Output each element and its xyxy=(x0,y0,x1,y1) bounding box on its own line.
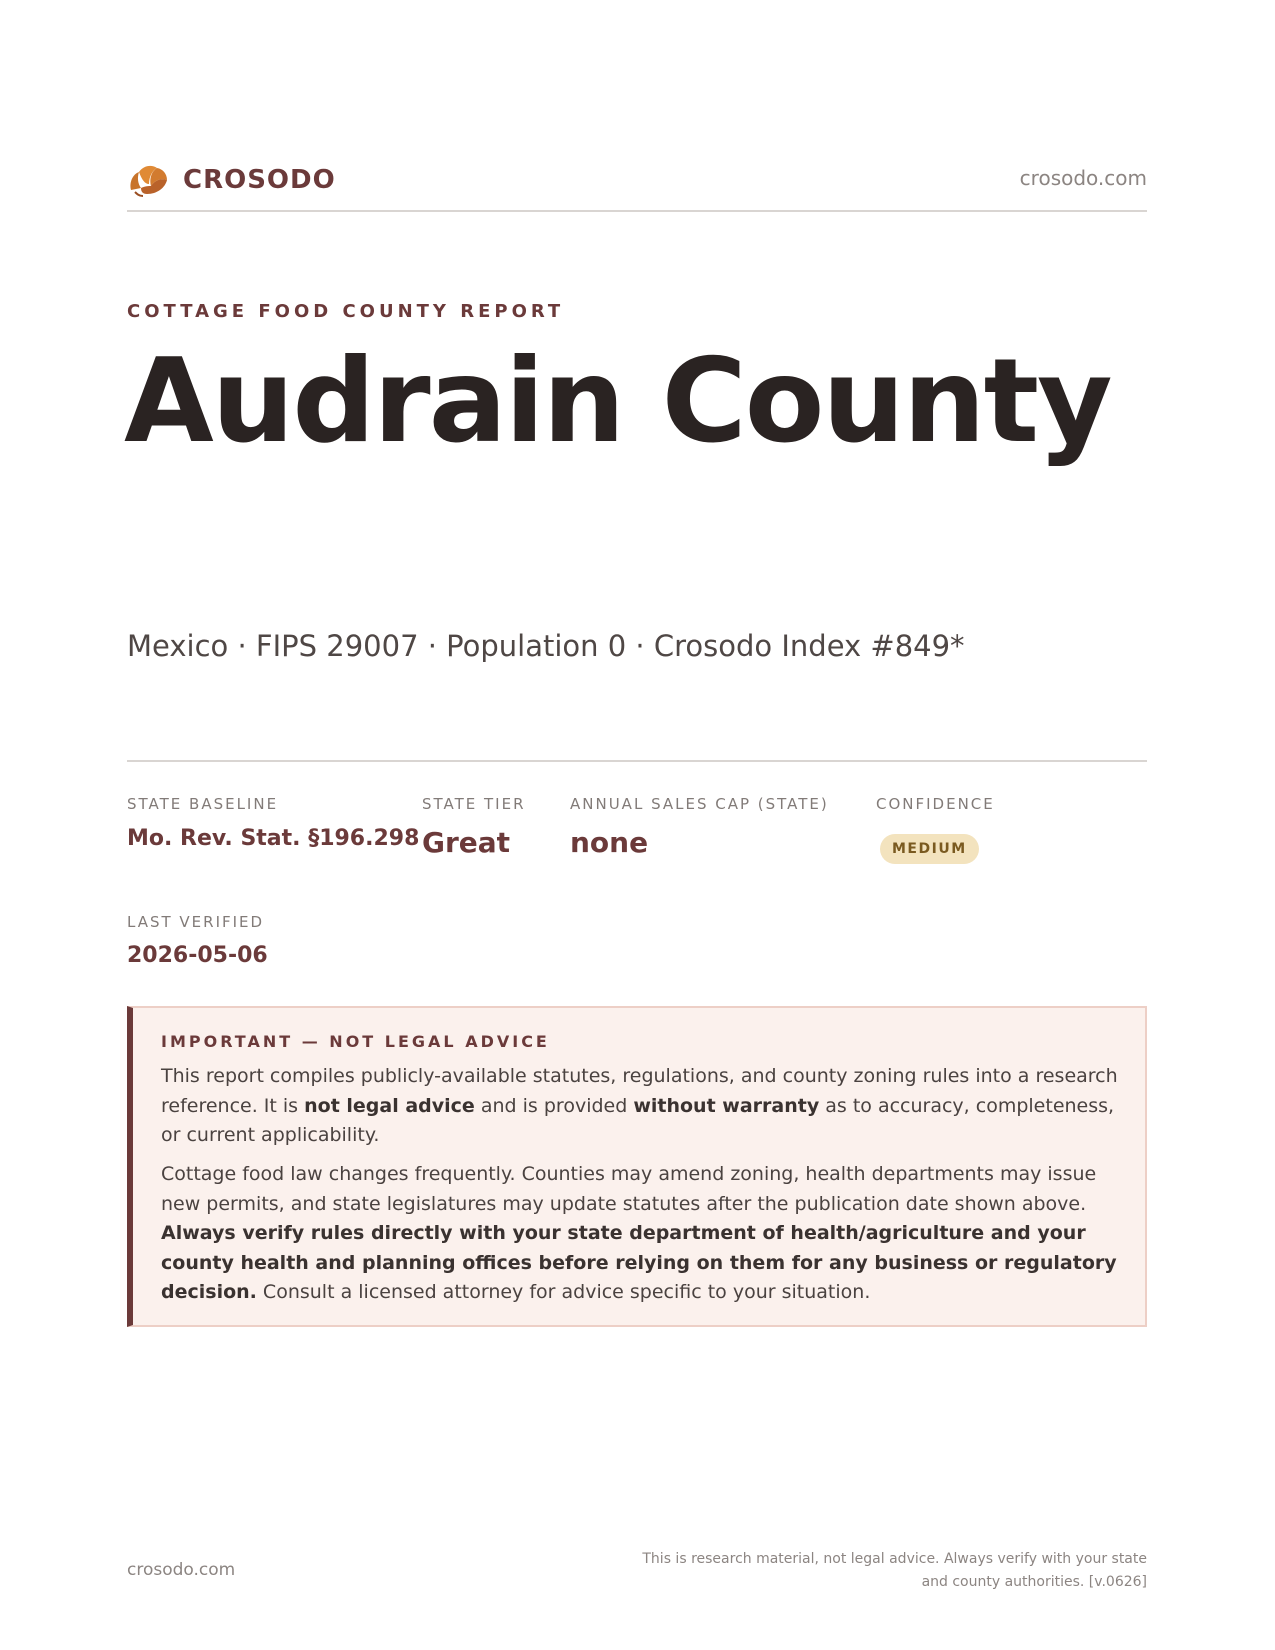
notice-emphasis: without warranty xyxy=(633,1094,820,1117)
last-verified-label: LAST VERIFIED xyxy=(127,913,265,931)
footer-disclaimer-line: and county authorities. [v.0626] xyxy=(921,1574,1147,1590)
last-verified-value: 2026-05-06 xyxy=(127,943,268,968)
confidence-badge: MEDIUM xyxy=(880,834,979,864)
notice-text: Cottage food law changes frequently. Counties may amend zoning, health departments may issue new permits, and state legislatures may update statutes after the publication date shown above. xyxy=(161,1163,1097,1215)
footer-disclaimer xyxy=(587,1548,1147,1594)
county-subtitle: Mexico · FIPS 29007 · Population 0 · Crosodo Index #849* xyxy=(127,629,965,663)
divider xyxy=(127,760,1147,762)
state-tier-label: STATE TIER xyxy=(422,795,526,813)
sales-cap-value: none xyxy=(570,826,649,859)
header-url[interactable]: crosodo.com xyxy=(1019,166,1147,190)
brand-name: CROSODO xyxy=(183,165,336,195)
state-baseline-label: STATE BASELINE xyxy=(127,795,279,813)
legal-notice xyxy=(127,1006,1147,1327)
notice-emphasis: Always verify rules directly with your state department of health/agriculture and your county health and planning offices before relying on them for any business or regulatory decision. xyxy=(161,1222,1117,1303)
notice-title: IMPORTANT — NOT LEGAL ADVICE xyxy=(161,1032,550,1051)
notice-text: Consult a licensed attorney for advice specific to your situation. xyxy=(256,1281,871,1303)
footer-disclaimer-line: This is research material, not legal advice. Always verify with your state xyxy=(642,1551,1147,1567)
report-eyebrow: COTTAGE FOOD COUNTY REPORT xyxy=(127,301,565,322)
confidence-label: CONFIDENCE xyxy=(876,795,995,813)
page-title: Audrain County xyxy=(124,334,1111,469)
notice-emphasis: not legal advice xyxy=(304,1094,475,1117)
croissant-icon xyxy=(127,160,169,200)
notice-text: This report compiles publicly-available statutes, regulations, and county zoning rules into a research reference. It is xyxy=(161,1065,1118,1117)
brand[interactable] xyxy=(127,160,336,200)
notice-text: and is provided xyxy=(474,1094,634,1117)
footer-url[interactable]: crosodo.com xyxy=(127,1560,236,1580)
page-header xyxy=(127,160,1147,212)
sales-cap-label: ANNUAL SALES CAP (STATE) xyxy=(570,795,829,813)
notice-text: as to accuracy, completeness, or current applicability. xyxy=(161,1094,1115,1146)
state-baseline-value: Mo. Rev. Stat. §196.298 xyxy=(127,826,420,851)
state-tier-value: Great xyxy=(422,826,511,859)
notice-paragraph-1 xyxy=(161,1062,1121,1151)
notice-paragraph-2 xyxy=(161,1160,1121,1308)
